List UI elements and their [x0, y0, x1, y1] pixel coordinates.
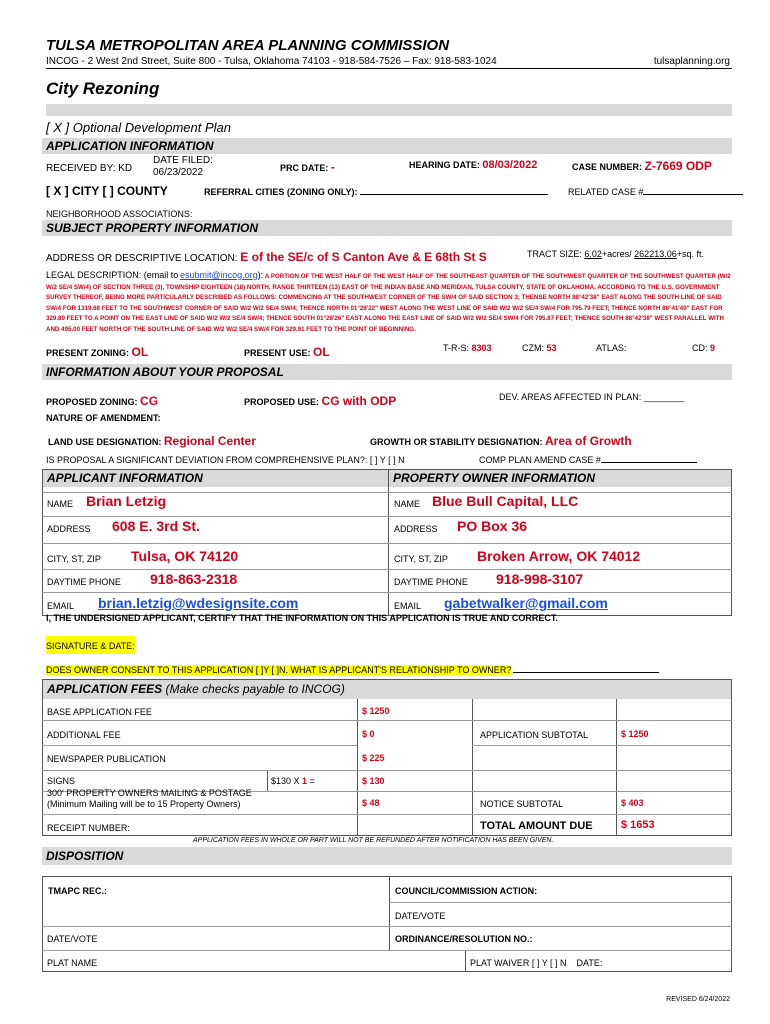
owner-name-label: NAME: [394, 499, 421, 509]
land-use-label: LAND USE DESIGNATION:: [48, 437, 162, 447]
council-action[interactable]: COUNCIL/COMMISSION ACTION:: [395, 886, 538, 896]
certification-statement: I, THE UNDERSIGNED APPLICANT, CERTIFY THAT THE INFORMATION ON THIS APPLICATION IS TRUE AND CORRECT.: [46, 613, 558, 623]
disposition-table: [42, 876, 732, 972]
city-county-checkbox[interactable]: [ X ] CITY [ ] COUNTY: [46, 184, 168, 198]
prc-date-label: PRC DATE:: [280, 163, 329, 173]
hearing-date: [409, 159, 537, 171]
notice-subtotal-value[interactable]: $ 403: [621, 798, 644, 808]
org-website[interactable]: tulsaplanning.org: [653, 56, 730, 67]
prc-date: [280, 160, 335, 174]
address-location-value[interactable]: E of the SE/c of S Canton Ave & E 68th St S: [240, 250, 487, 264]
base-fee-label: BASE APPLICATION FEE: [47, 707, 152, 717]
row-rule: [42, 543, 732, 544]
present-use-value[interactable]: OL: [313, 345, 330, 359]
signature-date[interactable]: [46, 636, 135, 654]
prc-date-value[interactable]: -: [330, 160, 335, 174]
refund-note: APPLICATION FEES IN WHOLE OR PART WILL NOT BE REFUNDED AFTER NOTIFICATION HAS BEEN GIVEN.: [193, 837, 554, 844]
signs-label: SIGNS: [47, 776, 76, 786]
ordinance-number[interactable]: ORDINANCE/RESOLUTION NO.:: [395, 934, 533, 944]
growth-value[interactable]: Area of Growth: [545, 434, 632, 448]
tract-acres-label: +acres/: [601, 249, 632, 259]
present-use: [244, 345, 330, 359]
fees-row-rule: [42, 814, 732, 815]
case-number: [572, 159, 712, 173]
referral-cities: [204, 187, 548, 197]
applicant-email-label: EMAIL: [47, 601, 75, 611]
owner-email-label: EMAIL: [394, 601, 422, 611]
owner-city[interactable]: Broken Arrow, OK 74012: [477, 548, 641, 564]
signs-value[interactable]: $ 130: [362, 776, 385, 786]
received-by: RECEIVED BY: KD: [46, 163, 133, 174]
subject-property-header: SUBJECT PROPERTY INFORMATION: [42, 220, 732, 236]
tmapc-rec[interactable]: TMAPC REC.:: [48, 886, 107, 896]
applicant-address[interactable]: 608 E. 3rd St.: [112, 518, 200, 534]
app-subtotal-label: APPLICATION SUBTOTAL: [480, 730, 589, 740]
present-zoning-label: PRESENT ZONING:: [46, 348, 130, 358]
proposal-header: INFORMATION ABOUT YOUR PROPOSAL: [42, 364, 732, 380]
hearing-date-label: HEARING DATE:: [409, 160, 480, 170]
app-subtotal-value[interactable]: $ 1250: [621, 729, 649, 739]
legal-description-label: LEGAL DESCRIPTION: (email to: [46, 270, 179, 280]
plat-waiver[interactable]: PLAT WAIVER [ ] Y [ ] N DATE:: [470, 958, 603, 968]
present-zoning-value[interactable]: OL: [131, 345, 149, 359]
related-case: [568, 187, 743, 197]
trs-value[interactable]: 8303: [471, 343, 492, 353]
application-info-header: APPLICATION INFORMATION: [42, 138, 732, 154]
applicant-city[interactable]: Tulsa, OK 74120: [131, 548, 239, 564]
disposition-divider: [389, 876, 390, 950]
trs: [443, 343, 492, 353]
title-band: [46, 104, 732, 116]
proposed-use-value[interactable]: CG with ODP: [321, 394, 397, 408]
newspaper-label: NEWSPAPER PUBLICATION: [47, 754, 166, 764]
date-filed-value[interactable]: 06/23/2022: [153, 167, 204, 178]
additional-fee-value[interactable]: $ 0: [362, 729, 375, 739]
owner-phone[interactable]: 918-998-3107: [496, 571, 584, 587]
dev-areas-affected: DEV. AREAS AFFECTED IN PLAN: ________: [499, 392, 684, 402]
atlas: ATLAS:: [596, 343, 627, 353]
owner-name[interactable]: Blue Bull Capital, LLC: [432, 493, 579, 509]
fees-row-rule: [42, 770, 732, 771]
land-use-value[interactable]: Regional Center: [163, 434, 256, 448]
comp-plan-field[interactable]: [601, 462, 697, 463]
row-rule: [42, 516, 732, 517]
tract-sqft-label: +sq. ft.: [676, 249, 704, 259]
newspaper-value[interactable]: $ 225: [362, 753, 385, 763]
fees-header: [43, 680, 731, 699]
czm-value[interactable]: 53: [546, 343, 557, 353]
cd-label: CD:: [692, 343, 708, 353]
tract-sqft[interactable]: 262213.06: [634, 249, 677, 259]
address-location: [46, 250, 487, 264]
header-rule: [46, 68, 732, 69]
fees-row-rule: [42, 720, 732, 721]
proposed-zoning-label: PROPOSED ZONING:: [46, 397, 138, 407]
legal-email-link[interactable]: esubmit@incog.org: [179, 270, 258, 280]
signs-divider: [267, 770, 268, 791]
referral-cities-label: REFERRAL CITIES (ZONING ONLY):: [204, 187, 358, 197]
disposition-header: DISPOSITION: [42, 847, 732, 865]
fees-row-rule: [42, 745, 357, 746]
neighborhood-associations: NEIGHBORHOOD ASSOCIATIONS:: [46, 209, 193, 219]
additional-fee-label: ADDITIONAL FEE: [47, 730, 121, 740]
mailing-value[interactable]: $ 48: [362, 798, 380, 808]
row-rule: [42, 592, 732, 593]
deviation-question[interactable]: IS PROPOSAL A SIGNIFICANT DEVIATION FROM COMPREHENSIVE PLAN?: [ ] Y [ ] N: [46, 455, 405, 465]
revised-date: REVISED 6/24/2022: [666, 996, 730, 1003]
org-address: INCOG - 2 West 2nd Street, Suite 800 - Tulsa, Oklahoma 74103 - 918-584-7526 – Fax: 918-583-1024: [46, 56, 497, 67]
nature-of-amendment: NATURE OF AMENDMENT:: [46, 413, 161, 423]
date-filed: [153, 155, 213, 179]
signature-label: SIGNATURE & DATE:: [46, 641, 135, 651]
present-zoning: [46, 345, 148, 359]
optional-plan-checkbox[interactable]: [ X ] Optional Development Plan: [46, 120, 231, 135]
fees-heading: APPLICATION FEES: [47, 682, 163, 696]
applicant-city-label: CITY, ST, ZIP: [47, 554, 101, 564]
case-number-label: CASE NUMBER:: [572, 162, 643, 172]
proposed-zoning: [46, 394, 158, 408]
referral-cities-field[interactable]: [360, 194, 548, 195]
applicant-name[interactable]: Brian Letzig: [86, 493, 167, 509]
hearing-date-value[interactable]: 08/03/2022: [482, 159, 538, 171]
signs-rate-prefix: $130 X: [271, 776, 300, 786]
legal-description-text[interactable]: A PORTION OF THE WEST HALF OF THE WEST HALF OF THE SOUTHEAST QUARTER OF THE SOUTHWEST QUARTER OF THE SOUTHWEST QUARTER (W/2 W/2 SE/4 SW/4) OF SECTION THREE (3), TOWNSHIP EIGHTEEN (18) NORTH, RANGE THIRTEEN (13) EAST OF THE INDIAN BASE AND MERIDIAN, TULSA COUNTY, STATE OF OKLAHOMA, ACCORDING TO THE U.S. GOVERNMENT SURVEY THEREOF, BEING MORE PARTICULARLY DESCRIBED AS FOLLOWS: COMMENCING AT THE SOUTHWEST CORNER OF THE SW/4 OF SAID SECTION 3; THENSE NORTH 88°42'38" EAST ALONG THE SOUTH LINE OF SAID SW/4 FOR 1319.68 FEET TO THE SOUTHWEST CORNER OF SAID W/2 W/2 SE/4 SW/4; THENCE NORTH 01°28'22" WEST ALONG THE WEST LINE OF SAID W/2 W/2 SE/4 SW/4 FOR 795.79 FEET; THENCE NORTH 88°41'49" EAST FOR 329.89 FEET TO A POINT ON THE EAST LINE OF SAID W/2 W/2 SE/4 SW/4; THENCE SOUTH 01°28'26" EAST ALONG THE EAST LINE OF SAID W/2 W/2 SE/4 SW/4 FOR 795.87 FEET; THENCE SOUTH 88°42'38" WEST PARALLEL WITH AND 495.00 FEET NORTH OF THE SOUTH LINE OF SAID W/2 W/2 SE/4 SW/4 FOR 329.91 FEET TO THE POINT OF BEGINNING.: [46, 273, 731, 333]
cd-value[interactable]: 9: [710, 343, 716, 353]
signs-rate: [271, 776, 315, 786]
owner-address-label: ADDRESS: [394, 524, 438, 534]
applicant-phone[interactable]: 918-863-2318: [150, 571, 238, 587]
relationship-field[interactable]: [513, 672, 659, 673]
tract-size-label: TRACT SIZE:: [527, 249, 582, 259]
land-use-designation: [48, 434, 256, 448]
council-district: [692, 343, 715, 353]
date-vote-council[interactable]: DATE/VOTE: [395, 911, 446, 921]
owner-email[interactable]: gabetwalker@gmail.com: [444, 595, 608, 611]
legal-description: [46, 270, 734, 336]
present-use-label: PRESENT USE:: [244, 348, 311, 358]
tract-acres[interactable]: 6.02: [584, 249, 602, 259]
owner-header: PROPERTY OWNER INFORMATION: [389, 470, 731, 487]
proposed-use-label: PROPOSED USE:: [244, 397, 320, 407]
applicant-email[interactable]: brian.letzig@wdesignsite.com: [98, 595, 299, 611]
disp-row-rule: [42, 926, 732, 927]
row-rule: [42, 569, 732, 570]
receipt-number-label: RECEIPT NUMBER:: [47, 823, 130, 833]
fees-row-rule: [472, 745, 732, 746]
trs-label: T-R-S:: [443, 343, 469, 353]
address-location-label: ADDRESS OR DESCRIPTIVE LOCATION:: [46, 253, 238, 264]
mailing-note: (Minimum Mailing will be to 15 Property Owners): [47, 799, 241, 809]
signs-qty[interactable]: 1: [302, 776, 308, 786]
mailing-label: 300' PROPERTY OWNERS MAILING & POSTAGE: [47, 788, 252, 798]
proposed-use: [244, 394, 396, 408]
owner-city-label: CITY, ST, ZIP: [394, 554, 448, 564]
czm-label: CZM:: [522, 343, 544, 353]
plat-name[interactable]: PLAT NAME: [47, 958, 98, 968]
disposition-divider: [465, 950, 466, 972]
base-fee-value[interactable]: $ 1250: [362, 706, 390, 716]
owner-consent-question[interactable]: DOES OWNER CONSENT TO THIS APPLICATION [ ]Y [ ]N. WHAT IS APPLICANT'S RELATIONSHIP TO OWNER?: [46, 665, 512, 675]
applicant-phone-label: DAYTIME PHONE: [47, 577, 121, 587]
date-vote-tmapc[interactable]: DATE/VOTE: [47, 934, 98, 944]
legal-description-label-end: ):: [257, 270, 264, 280]
fees-heading-note: (Make checks payable to INCOG): [165, 682, 345, 696]
applicant-name-label: NAME: [47, 499, 74, 509]
applicant-address-label: ADDRESS: [47, 524, 91, 534]
owner-phone-label: DAYTIME PHONE: [394, 577, 468, 587]
comp-plan-amend: [479, 455, 697, 465]
owner-consent: [46, 660, 659, 678]
disp-row-rule: [389, 902, 732, 903]
tract-size: [527, 249, 704, 259]
signs-rate-suffix: =: [309, 776, 315, 786]
mailing: [47, 788, 252, 810]
form-title: City Rezoning: [46, 79, 160, 98]
comp-plan-label: COMP PLAN AMEND CASE #: [479, 455, 601, 465]
disp-row-rule: [42, 950, 732, 951]
owner-address[interactable]: PO Box 36: [457, 518, 528, 534]
total-due-value[interactable]: $ 1653: [621, 819, 655, 831]
growth-designation: [370, 434, 632, 448]
notice-subtotal-label: NOTICE SUBTOTAL: [480, 799, 564, 809]
case-number-value[interactable]: Z-7669 ODP: [644, 159, 712, 173]
related-case-field[interactable]: [643, 194, 743, 195]
growth-label: GROWTH OR STABILITY DESIGNATION:: [370, 437, 543, 447]
date-filed-label: DATE FILED:: [153, 155, 213, 166]
related-case-label: RELATED CASE #: [568, 187, 644, 197]
org-title: TULSA METROPOLITAN AREA PLANNING COMMISSION: [46, 37, 450, 54]
applicant-header: APPLICANT INFORMATION: [43, 470, 388, 487]
total-due-label: TOTAL AMOUNT DUE: [480, 820, 593, 832]
czm: [522, 343, 557, 353]
proposed-zoning-value[interactable]: CG: [140, 394, 159, 408]
